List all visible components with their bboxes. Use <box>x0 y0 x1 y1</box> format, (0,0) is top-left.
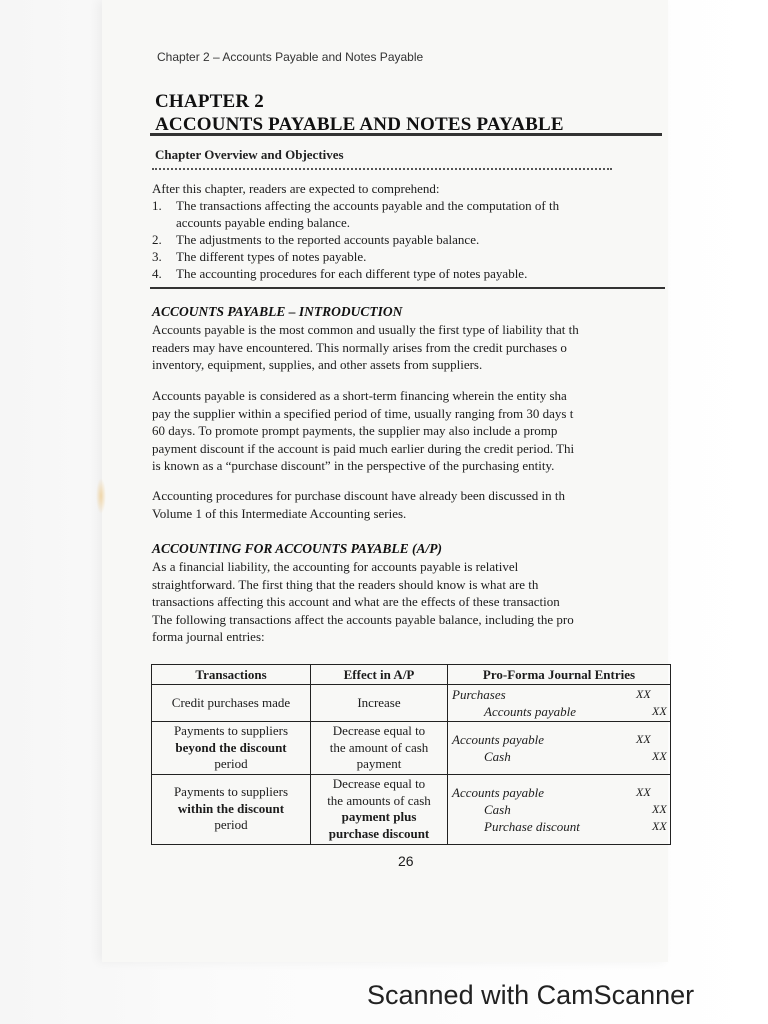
header-journal-entries: Pro-Forma Journal Entries <box>448 665 671 685</box>
effect-cell: Decrease equal to the amounts of cash payment plus purchase discount <box>311 774 448 844</box>
table-row <box>152 722 671 775</box>
section-heading-introduction: ACCOUNTS PAYABLE – INTRODUCTION <box>152 304 403 319</box>
page-edge-mark <box>96 478 106 514</box>
paragraph: Accounts payable is the most common and usually the first type of liability that th readers may have encountered. This normally arises from the credit purchases o inventory, equipment, supplies, and other assets from suppliers. <box>152 322 579 372</box>
objective-item: 4. The accounting procedures for each different type of notes payable. <box>152 266 528 281</box>
camscanner-watermark: Scanned with CamScanner <box>367 980 695 1010</box>
objectives-intro: After this chapter, readers are expected to comprehend: <box>152 181 440 196</box>
objective-item: 3. The different types of notes payable. <box>152 249 367 264</box>
effect-cell: Decrease equal to the amount of cash payment <box>311 722 448 775</box>
section-heading-accounting: ACCOUNTING FOR ACCOUNTS PAYABLE (A/P) <box>152 541 443 556</box>
chapter-number: CHAPTER 2 <box>155 91 264 112</box>
journal-entries-table <box>151 664 671 845</box>
running-head: Chapter 2 – Accounts Payable and Notes Payable <box>157 50 424 64</box>
paragraph: Accounts payable is considered as a short-term financing wherein the entity sha pay the supplier within a specified period of time, usually ranging from 30 days t 60 days. To promote prompt payments, the supplier may also include a promp payment discount if the account is paid much earlier during the credit period. Thi is known as a “purchase discount” in the perspective of the purchasing entity. <box>152 388 575 473</box>
chapter-name: ACCOUNTS PAYABLE AND NOTES PAYABLE <box>155 114 564 135</box>
section-rule <box>150 287 665 289</box>
paragraph: As a financial liability, the accounting for accounts payable is relativel straightforward. The first thing that the readers should know is what are th transactions affecting this account and what are the effects of these transaction The following transactions affect the accounts payable balance, including the pro forma journal entries: <box>152 559 574 644</box>
objective-item: 2. The adjustments to the reported accounts payable balance. <box>152 232 480 247</box>
transaction-cell: Payments to suppliers beyond the discount period <box>152 722 311 775</box>
table-header-row <box>152 665 671 685</box>
effect-cell: Increase <box>311 685 448 722</box>
entries-cell: Accounts payable XX Cash XX Purchase discount XX <box>448 774 671 844</box>
title-rule <box>150 133 662 136</box>
transaction-cell: Payments to suppliers within the discount period <box>152 774 311 844</box>
table-row <box>152 774 671 844</box>
objective-item: 1. The transactions affecting the accounts payable and the computation of th accounts payable ending balance. <box>152 198 560 230</box>
paragraph: Accounting procedures for purchase discount have already been discussed in th Volume 1 of this Intermediate Accounting series. <box>152 488 565 521</box>
page-number: 26 <box>398 853 414 869</box>
header-effect: Effect in A/P <box>311 665 448 685</box>
entries-cell: Accounts payable XX Cash XX <box>448 722 671 775</box>
objectives-list <box>152 197 672 282</box>
transaction-cell: Credit purchases made <box>152 685 311 722</box>
chapter-title <box>155 90 564 136</box>
table-row <box>152 685 671 722</box>
overview-heading: Chapter Overview and Objectives <box>155 147 344 162</box>
entries-cell: Purchases XX Accounts payable XX <box>448 685 671 722</box>
header-transactions: Transactions <box>152 665 311 685</box>
dotted-divider <box>152 168 612 170</box>
